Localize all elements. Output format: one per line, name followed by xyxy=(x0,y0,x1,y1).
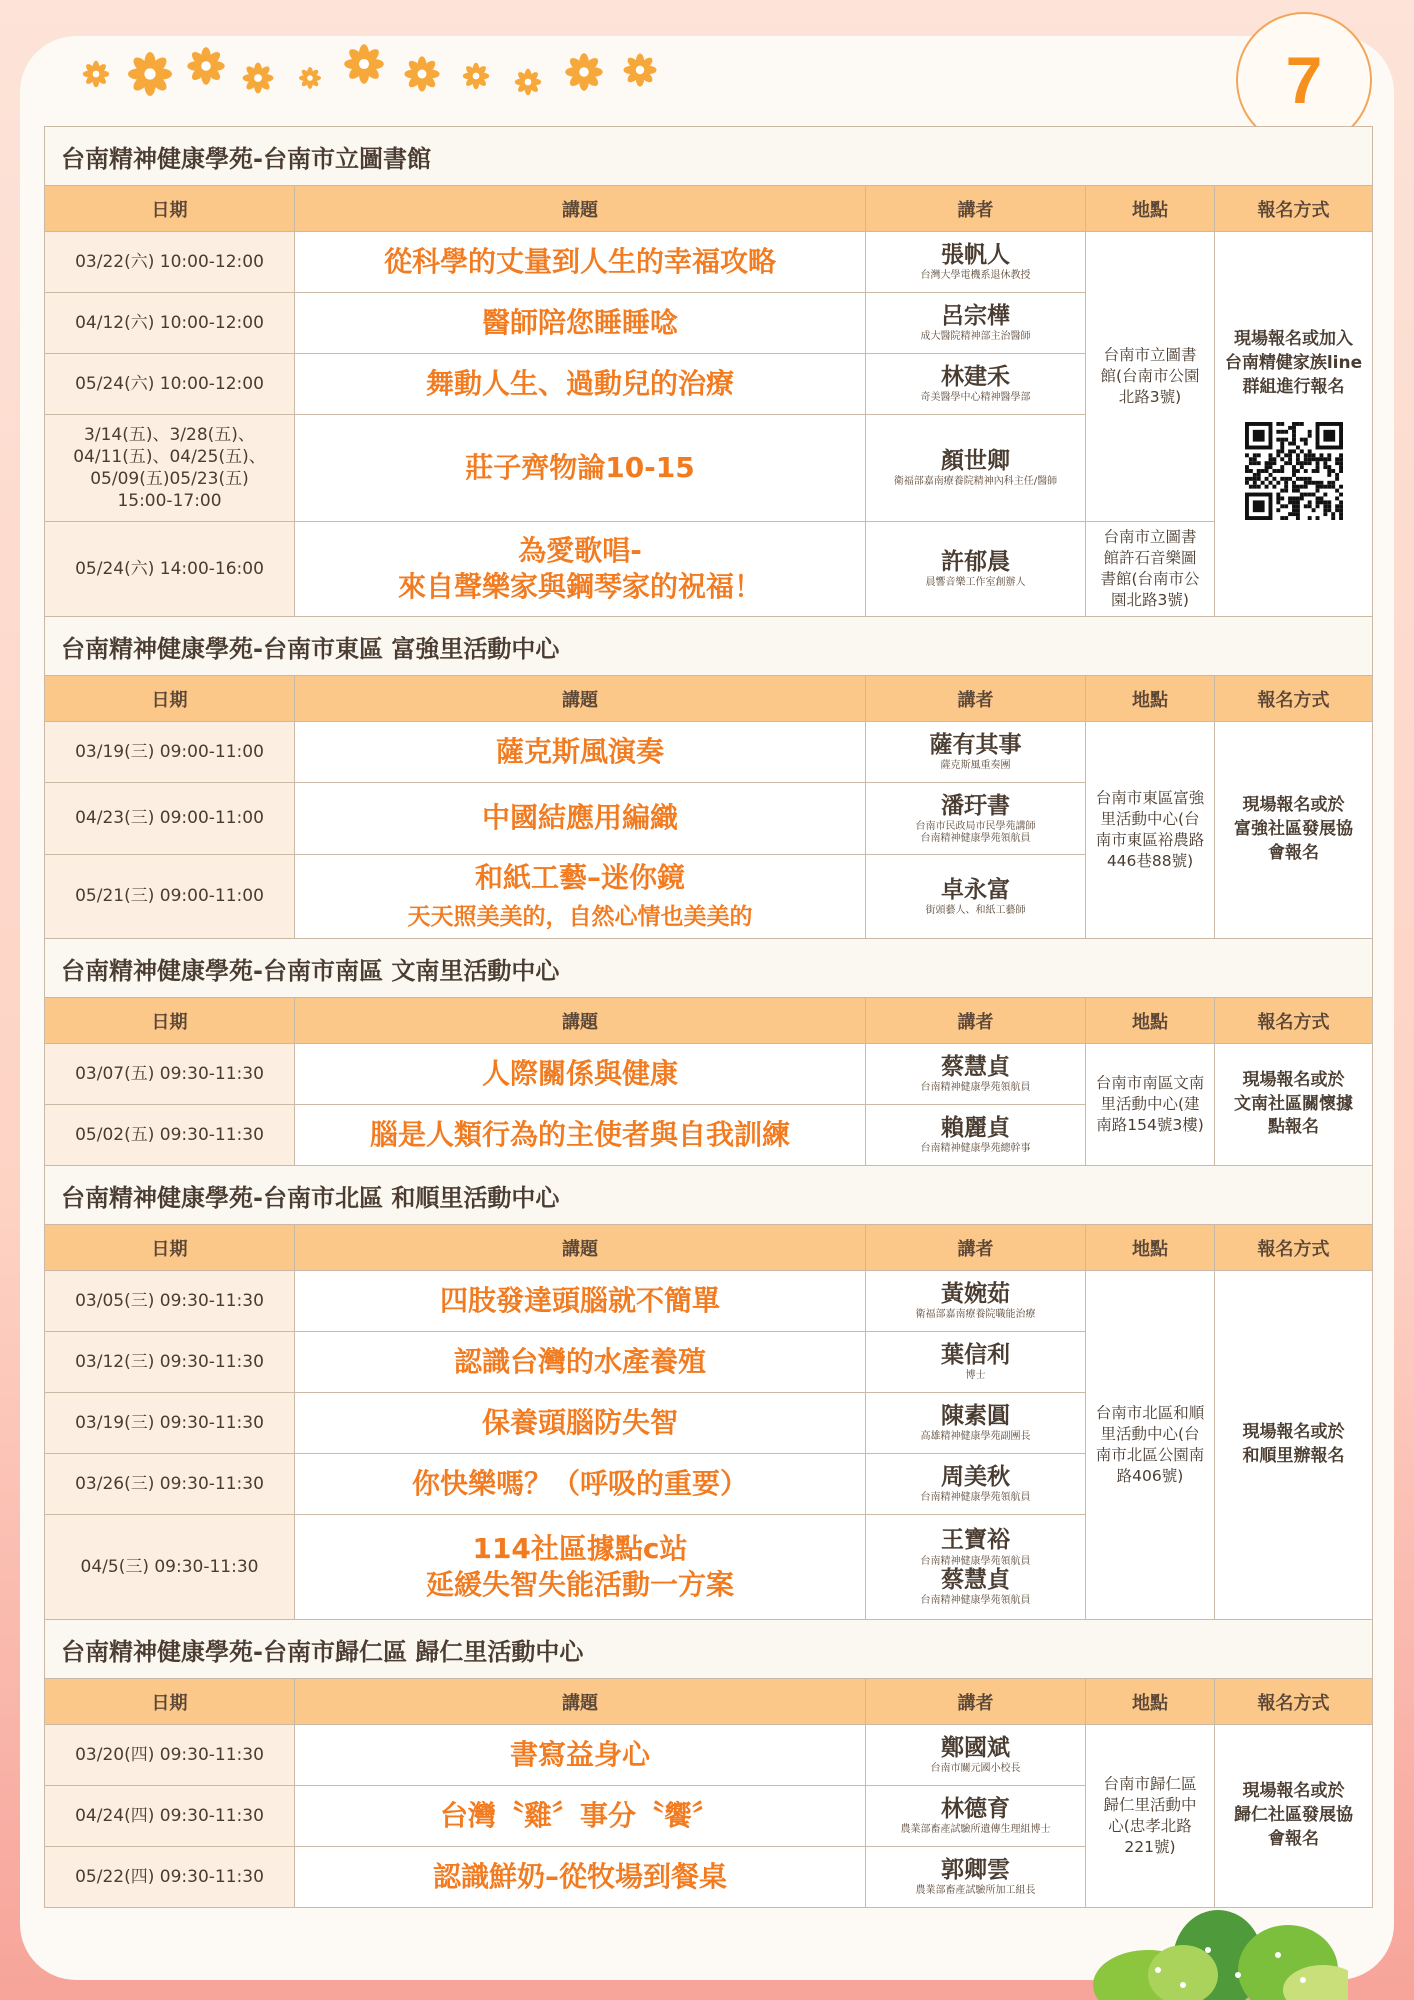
speaker-name: 蔡慧貞 xyxy=(941,1054,1010,1081)
speaker-name: 許郁晨 xyxy=(941,549,1010,576)
session-date: 03/05(三) 09:30-11:30 xyxy=(45,1271,295,1332)
header-speaker: 講者 xyxy=(866,1225,1086,1271)
speaker-cell xyxy=(866,1786,1086,1847)
speaker-cell xyxy=(866,1332,1086,1393)
header-location: 地點 xyxy=(1086,1679,1215,1725)
speaker-title: 台南市關元國小校長 xyxy=(930,1763,1021,1775)
speaker-cell xyxy=(866,1393,1086,1454)
speaker-cell xyxy=(866,1105,1086,1166)
session-topic: 莊子齊物論10-15 xyxy=(295,415,866,522)
speaker-name: 潘玗書 xyxy=(941,792,1010,819)
header-location: 地點 xyxy=(1086,998,1215,1044)
speaker-name: 林建禾 xyxy=(941,364,1010,391)
flower-icon xyxy=(243,63,274,94)
session-date: 05/24(六) 10:00-12:00 xyxy=(45,354,295,415)
header-topic: 講題 xyxy=(295,1225,866,1271)
speaker-cell xyxy=(866,1271,1086,1332)
speaker-name: 薩有其事 xyxy=(929,732,1022,759)
speaker-name: 賴麗貞 xyxy=(941,1115,1010,1142)
speaker-title: 台南精神健康學苑領航員 xyxy=(920,1492,1031,1504)
speaker-title: 博士 xyxy=(965,1370,986,1382)
session-topic: 中國結應用編織 xyxy=(295,783,866,855)
flower-icon xyxy=(404,56,439,91)
speaker-title: 農業部畜產試驗所加工組長 xyxy=(915,1885,1036,1897)
header-date: 日期 xyxy=(45,998,295,1044)
header-speaker: 講者 xyxy=(866,998,1086,1044)
speaker-cell xyxy=(866,1725,1086,1786)
session-date: 05/22(四) 09:30-11:30 xyxy=(45,1847,295,1908)
speaker-title: 台南精神健康學苑領航員 xyxy=(920,832,1031,844)
speaker-name: 郭卿雲 xyxy=(941,1857,1010,1884)
session-date: 03/19(三) 09:00-11:00 xyxy=(45,722,295,783)
speaker-cell xyxy=(866,354,1086,415)
header-topic: 講題 xyxy=(295,676,866,722)
session-topic: 舞動人生、過動兒的治療 xyxy=(295,354,866,415)
session-topic: 薩克斯風演奏 xyxy=(295,722,866,783)
registration-cell: 現場報名或於 歸仁社區發展協 會報名 xyxy=(1215,1725,1373,1908)
session-topic: 台灣〝雞〞事分〝饗〞 xyxy=(295,1786,866,1847)
section-title: 台南精神健康學苑-台南市北區 和順里活動中心 xyxy=(45,1166,1373,1225)
header-speaker: 講者 xyxy=(866,676,1086,722)
header-location: 地點 xyxy=(1086,1225,1215,1271)
speaker-name: 周美秋 xyxy=(941,1464,1010,1491)
header-topic: 講題 xyxy=(295,186,866,232)
speaker-cell xyxy=(866,855,1086,939)
session-topic: 四肢發達頭腦就不簡單 xyxy=(295,1271,866,1332)
flower-decoration xyxy=(72,30,672,110)
session-date: 03/26(三) 09:30-11:30 xyxy=(45,1454,295,1515)
section-title: 台南精神健康學苑-台南市歸仁區 歸仁里活動中心 xyxy=(45,1620,1373,1679)
session-topic: 書寫益身心 xyxy=(295,1725,866,1786)
speaker-name: 葉信利 xyxy=(941,1342,1010,1369)
session-date: 04/5(三) 09:30-11:30 xyxy=(45,1515,295,1620)
table-row xyxy=(45,232,1373,293)
section-title: 台南精神健康學苑-台南市東區 富強里活動中心 xyxy=(45,617,1373,676)
registration-cell: 現場報名或於 文南社區關懷據 點報名 xyxy=(1215,1044,1373,1166)
speaker-name: 鄭國斌 xyxy=(941,1735,1010,1762)
header-date: 日期 xyxy=(45,1679,295,1725)
speaker-cell xyxy=(866,1847,1086,1908)
header-date: 日期 xyxy=(45,186,295,232)
location-cell: 台南市立圖書 館許石音樂圖 書館(台南市公 園北路3號) xyxy=(1086,522,1215,617)
header-speaker: 講者 xyxy=(866,1679,1086,1725)
location-cell: 台南市東區富強 里活動中心(台 南市東區裕農路 446巷88號) xyxy=(1086,722,1215,939)
session-topic: 和紙工藝–迷你鏡 天天照美美的，自然心情也美美的 xyxy=(295,855,866,939)
section-title: 台南精神健康學苑-台南市南區 文南里活動中心 xyxy=(45,939,1373,998)
speaker-name: 王寶裕 xyxy=(941,1527,1010,1554)
speaker-cell xyxy=(866,522,1086,617)
speaker-title: 成大醫院精神部主治醫師 xyxy=(920,331,1031,343)
table-row xyxy=(45,522,1373,617)
speaker-title: 奇美醫學中心精神醫學部 xyxy=(920,392,1031,404)
header-registration: 報名方式 xyxy=(1215,1679,1373,1725)
speaker-cell xyxy=(866,1515,1086,1620)
header-location: 地點 xyxy=(1086,186,1215,232)
session-date: 03/20(四) 09:30-11:30 xyxy=(45,1725,295,1786)
schedule-table xyxy=(44,126,1373,1908)
speaker-name: 陳素圓 xyxy=(941,1403,1010,1430)
speaker-title: 台南精神健康學苑總幹事 xyxy=(920,1143,1031,1155)
speaker-title: 衛福部嘉南療養院職能治療 xyxy=(915,1309,1036,1321)
session-topic: 認識台灣的水產養殖 xyxy=(295,1332,866,1393)
speaker-title: 台南市民政局市民學苑講師 xyxy=(915,821,1036,833)
session-date: 04/24(四) 09:30-11:30 xyxy=(45,1786,295,1847)
speaker-title: 衛福部嘉南療養院精神內科主任/醫師 xyxy=(893,476,1058,488)
speaker-name: 林德育 xyxy=(941,1796,1010,1823)
bush-icon xyxy=(1088,1890,1348,2000)
location-cell: 台南市北區和順 里活動中心(台 南市北區公園南 路406號) xyxy=(1086,1271,1215,1620)
flower-icon xyxy=(187,47,224,84)
session-topic: 114社區據點c站 延緩失智失能活動一方案 xyxy=(295,1515,866,1620)
session-topic: 保養頭腦防失智 xyxy=(295,1393,866,1454)
speaker-name: 黃婉茹 xyxy=(941,1281,1010,1308)
flower-icon xyxy=(463,63,489,89)
registration-cell: 現場報名或於 和順里辦報名 xyxy=(1215,1271,1373,1620)
speaker-title: 街頭藝人、和紙工藝師 xyxy=(925,904,1026,916)
location-cell: 台南市立圖書 館(台南市公園 北路3號) xyxy=(1086,232,1215,522)
flower-icon xyxy=(344,44,384,84)
speaker-title: 台南精神健康學苑領航員 xyxy=(920,1555,1031,1567)
speaker-cell xyxy=(866,783,1086,855)
header-topic: 講題 xyxy=(295,1679,866,1725)
header-date: 日期 xyxy=(45,1225,295,1271)
flower-icon xyxy=(565,53,602,90)
session-date: 04/23(三) 09:00-11:00 xyxy=(45,783,295,855)
registration-cell: 現場報名或加入 台南精健家族line 群組進行報名 xyxy=(1215,232,1373,617)
speaker-cell xyxy=(866,1454,1086,1515)
session-topic: 人際關係與健康 xyxy=(295,1044,866,1105)
session-date: 03/12(三) 09:30-11:30 xyxy=(45,1332,295,1393)
header-registration: 報名方式 xyxy=(1215,186,1373,232)
header-speaker: 講者 xyxy=(866,186,1086,232)
session-topic: 腦是人類行為的主使者與自我訓練 xyxy=(295,1105,866,1166)
speaker-name: 顏世卿 xyxy=(941,448,1010,475)
header-location: 地點 xyxy=(1086,676,1215,722)
registration-cell: 現場報名或於 富強社區發展協 會報名 xyxy=(1215,722,1373,939)
speaker-title: 晨響音樂工作室創辦人 xyxy=(925,577,1026,589)
speaker-cell xyxy=(866,722,1086,783)
session-date: 05/21(三) 09:00-11:00 xyxy=(45,855,295,939)
header-registration: 報名方式 xyxy=(1215,676,1373,722)
session-date: 03/07(五) 09:30-11:30 xyxy=(45,1044,295,1105)
session-date: 05/02(五) 09:30-11:30 xyxy=(45,1105,295,1166)
table-row xyxy=(45,1271,1373,1332)
page-number: 7 xyxy=(1236,12,1372,148)
header-registration: 報名方式 xyxy=(1215,998,1373,1044)
session-date: 3/14(五)、3/28(五)、 04/11(五)、04/25(五)、 05/09(五)05/23(五) 15:00-17:00 xyxy=(45,415,295,522)
speaker-name: 蔡慧貞 xyxy=(941,1567,1010,1593)
header-registration: 報名方式 xyxy=(1215,1225,1373,1271)
flower-icon xyxy=(515,69,541,95)
speaker-name: 張帆人 xyxy=(941,242,1010,269)
speaker-cell xyxy=(866,415,1086,522)
flower-icon xyxy=(299,67,321,89)
qr-code-icon[interactable] xyxy=(1245,422,1343,520)
table-row xyxy=(45,722,1373,783)
speaker-name: 卓永富 xyxy=(941,876,1010,903)
session-topic: 為愛歌唱- 來自聲樂家與鋼琴家的祝福！ xyxy=(295,522,866,617)
session-topic: 醫師陪您睡睡唸 xyxy=(295,293,866,354)
session-date: 03/22(六) 10:00-12:00 xyxy=(45,232,295,293)
session-date: 05/24(六) 14:00-16:00 xyxy=(45,522,295,617)
table-row xyxy=(45,1725,1373,1786)
speaker-title: 台灣大學電機系退休教授 xyxy=(920,270,1031,282)
speaker-title: 台南精神健康學苑領航員 xyxy=(920,1595,1031,1607)
flower-icon xyxy=(83,61,109,87)
speaker-cell xyxy=(866,293,1086,354)
flower-icon xyxy=(128,52,172,96)
session-date: 03/19(三) 09:30-11:30 xyxy=(45,1393,295,1454)
session-topic: 認識鮮奶–從牧場到餐桌 xyxy=(295,1847,866,1908)
header-topic: 講題 xyxy=(295,998,866,1044)
section-title: 台南精神健康學苑-台南市立圖書館 xyxy=(45,127,1373,186)
session-date: 04/12(六) 10:00-12:00 xyxy=(45,293,295,354)
header-date: 日期 xyxy=(45,676,295,722)
location-cell: 台南市歸仁區 歸仁里活動中 心(忠孝北路 221號) xyxy=(1086,1725,1215,1908)
session-topic: 你快樂嗎？（呼吸的重要） xyxy=(295,1454,866,1515)
speaker-title: 台南精神健康學苑領航員 xyxy=(920,1082,1031,1094)
speaker-title: 高雄精神健康學苑副團長 xyxy=(920,1431,1031,1443)
speaker-cell xyxy=(866,1044,1086,1105)
table-row xyxy=(45,1044,1373,1105)
speaker-title: 薩克斯風重奏團 xyxy=(940,760,1011,772)
flower-icon xyxy=(624,54,657,87)
speaker-title: 農業部畜產試驗所遺傳生理組博士 xyxy=(900,1824,1051,1836)
location-cell: 台南市南區文南 里活動中心(建 南路154號3樓) xyxy=(1086,1044,1215,1166)
speaker-cell xyxy=(866,232,1086,293)
speaker-name: 呂宗樺 xyxy=(941,303,1010,330)
session-topic: 從科學的丈量到人生的幸福攻略 xyxy=(295,232,866,293)
